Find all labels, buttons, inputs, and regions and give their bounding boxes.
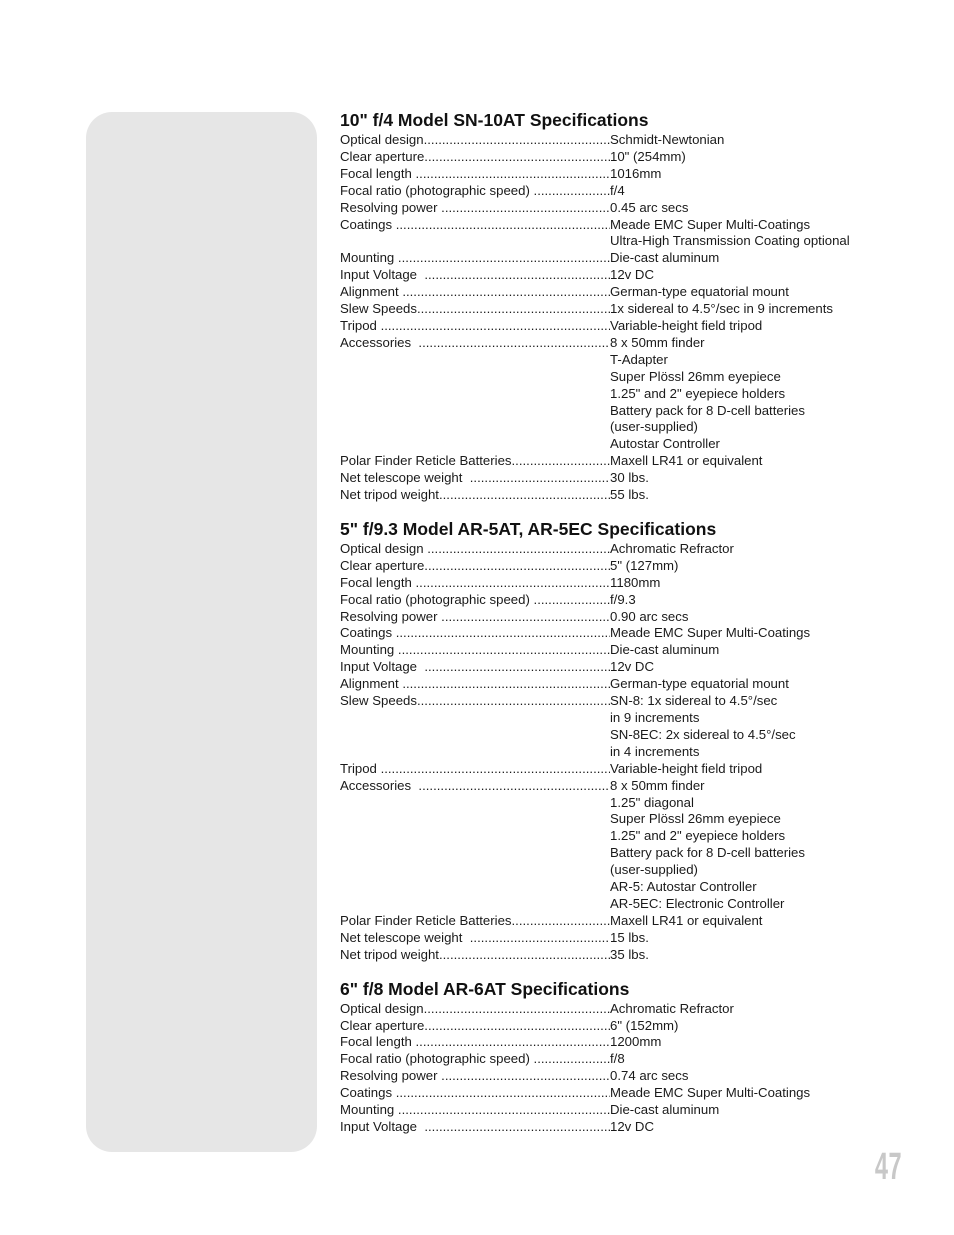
spec-value: 5" (127mm)	[610, 557, 679, 573]
spec-row	[340, 609, 900, 626]
spec-value: Die-cast aluminum	[610, 250, 720, 266]
spec-label-cell	[340, 335, 610, 453]
spec-value: Maxell LR41 or equivalent	[610, 453, 763, 469]
spec-values	[610, 558, 900, 575]
spec-value: Schmidt-Newtonian	[610, 132, 725, 147]
spec-value: Achromatic Refractor	[610, 540, 734, 556]
spec-label: Focal ratio (photographic speed)	[340, 182, 534, 198]
dot-leader	[396, 1085, 610, 1102]
dot-leader	[381, 318, 610, 335]
spec-label-cell	[340, 487, 610, 504]
spec-value: Variable-height field tripod	[610, 760, 763, 776]
spec-label: Tripod	[340, 317, 381, 333]
spec-value: 0.74 arc secs	[610, 1068, 689, 1084]
spec-value: 1200mm	[610, 1034, 662, 1050]
spec-value: T-Adapter	[610, 351, 668, 367]
page-number: 47	[874, 1146, 902, 1188]
spec-row	[340, 947, 900, 964]
spec-label: Tripod	[340, 760, 381, 776]
spec-value: 8 x 50mm finder	[610, 334, 705, 350]
spec-value: in 9 increments	[610, 710, 700, 725]
spec-label-cell	[340, 1018, 610, 1035]
spec-values	[610, 947, 900, 964]
dot-leader	[402, 284, 610, 301]
spec-label-cell	[340, 930, 610, 947]
spec-value: 1180mm	[610, 574, 661, 590]
spec-values	[610, 166, 900, 183]
spec-row	[340, 693, 900, 761]
spec-value: 0.90 arc secs	[610, 608, 689, 624]
dot-leader	[418, 335, 610, 453]
spec-row	[340, 913, 900, 930]
spec-values	[610, 149, 900, 166]
dot-leader	[424, 267, 610, 284]
spec-label: Net tripod weight	[340, 487, 439, 503]
spec-content	[340, 108, 900, 1149]
spec-label: Alignment	[340, 676, 403, 692]
spec-row	[340, 676, 900, 693]
spec-values	[610, 761, 900, 778]
spec-value: 1.25" diagonal	[610, 794, 694, 810]
spec-value: 12v DC	[610, 267, 654, 283]
spec-label: Input Voltage	[340, 1118, 425, 1134]
spec-value: Meade EMC Super Multi-Coatings	[610, 216, 811, 232]
spec-label-cell	[340, 913, 610, 930]
spec-label: Polar Finder Reticle Batteries	[340, 912, 512, 928]
spec-label-cell	[340, 575, 610, 592]
dot-leader	[402, 676, 610, 693]
spec-value: German-type equatorial mount	[610, 284, 789, 300]
spec-row	[340, 1001, 900, 1018]
spec-value: 1016mm	[610, 165, 662, 181]
spec-value: f/9.3	[610, 591, 636, 607]
spec-label-cell	[340, 625, 610, 642]
spec-value: Meade EMC Super Multi-Coatings	[610, 625, 811, 641]
spec-label-cell	[340, 1085, 610, 1102]
spec-label-cell	[340, 200, 610, 217]
spec-label: Focal length	[340, 574, 416, 590]
dot-leader	[512, 453, 610, 470]
spec-values	[610, 301, 900, 318]
spec-section-ar6at	[340, 977, 900, 1136]
spec-row	[340, 301, 900, 318]
dot-leader	[439, 947, 610, 964]
spec-label: Resolving power	[340, 199, 442, 215]
dot-leader	[441, 609, 610, 626]
spec-label-cell	[340, 558, 610, 575]
spec-values	[610, 267, 900, 284]
spec-label: Alignment	[340, 284, 403, 300]
dot-leader	[424, 558, 610, 575]
spec-label-cell	[340, 284, 610, 301]
spec-row	[340, 267, 900, 284]
spec-label-cell	[340, 778, 610, 913]
spec-row	[340, 284, 900, 301]
spec-values	[610, 609, 900, 626]
spec-row	[340, 1068, 900, 1085]
spec-list	[340, 132, 900, 504]
spec-value: 12v DC	[610, 659, 654, 675]
spec-values	[610, 132, 900, 149]
spec-label: Input Voltage	[340, 659, 425, 675]
spec-value: in 4 increments	[610, 743, 700, 759]
spec-label-cell	[340, 1001, 610, 1018]
spec-value: 6" (152mm)	[610, 1017, 679, 1033]
spec-label: Accessories	[340, 334, 419, 350]
spec-row	[340, 642, 900, 659]
spec-value: 0.45 arc secs	[610, 199, 689, 215]
dot-leader	[470, 470, 610, 487]
spec-value: 1.25" and 2" eyepiece holders	[610, 828, 786, 844]
spec-label: Resolving power	[340, 608, 442, 624]
spec-value: Maxell LR41 or equivalent	[610, 912, 763, 928]
spec-label: Accessories	[340, 777, 419, 793]
spec-label-cell	[340, 1068, 610, 1085]
spec-row	[340, 1119, 900, 1136]
spec-row	[340, 761, 900, 778]
spec-value: f/8	[610, 1051, 625, 1067]
spec-values	[610, 778, 900, 913]
spec-values	[610, 183, 900, 200]
dot-leader	[416, 1034, 610, 1051]
spec-label-cell	[340, 761, 610, 778]
spec-section-sn10at	[340, 108, 900, 504]
dot-leader	[398, 642, 610, 659]
dot-leader	[424, 1018, 610, 1035]
spec-label: Slew Speeds	[340, 693, 417, 709]
spec-value: (user-supplied)	[610, 862, 698, 878]
spec-values	[610, 217, 900, 251]
spec-values	[610, 1068, 900, 1085]
spec-label-cell	[340, 1102, 610, 1119]
dot-leader	[512, 913, 610, 930]
dot-leader	[534, 183, 610, 200]
dot-leader	[470, 930, 610, 947]
spec-row	[340, 659, 900, 676]
spec-label: Focal length	[340, 165, 416, 181]
dot-leader	[424, 1119, 610, 1136]
spec-label: Mounting	[340, 1102, 398, 1118]
dot-leader	[398, 250, 610, 267]
spec-values	[610, 1119, 900, 1136]
spec-label: Optical design	[340, 540, 428, 556]
spec-label: Optical design	[340, 1000, 424, 1016]
spec-label-cell	[340, 609, 610, 626]
spec-row	[340, 250, 900, 267]
spec-values	[610, 487, 900, 504]
spec-label-cell	[340, 470, 610, 487]
spec-values	[610, 453, 900, 470]
dot-leader	[424, 659, 610, 676]
spec-label: Net telescope weight	[340, 929, 470, 945]
spec-label: Coatings	[340, 1085, 396, 1101]
spec-value: 35 lbs.	[610, 946, 649, 962]
spec-label-cell	[340, 947, 610, 964]
spec-row	[340, 132, 900, 149]
spec-row	[340, 575, 900, 592]
spec-value: Super Plössl 26mm eyepiece	[610, 368, 781, 384]
spec-label-cell	[340, 541, 610, 558]
spec-value: 10" (254mm)	[610, 148, 686, 164]
spec-row	[340, 487, 900, 504]
spec-label: Net telescope weight	[340, 470, 470, 486]
spec-label-cell	[340, 267, 610, 284]
spec-row	[340, 166, 900, 183]
spec-row	[340, 453, 900, 470]
spec-label-cell	[340, 453, 610, 470]
dot-leader	[398, 1102, 610, 1119]
spec-values	[610, 913, 900, 930]
spec-label: Clear aperture	[340, 1017, 425, 1033]
dot-leader	[417, 693, 610, 761]
spec-value: Super Plössl 26mm eyepiece	[610, 811, 781, 827]
spec-row	[340, 592, 900, 609]
spec-list	[340, 541, 900, 964]
spec-label: Resolving power	[340, 1068, 442, 1084]
spec-row	[340, 318, 900, 335]
spec-label: Clear aperture	[340, 557, 425, 573]
spec-row	[340, 149, 900, 166]
spec-values	[610, 693, 900, 761]
spec-value: Autostar Controller	[610, 436, 720, 452]
spec-label-cell	[340, 149, 610, 166]
spec-label: Input Voltage	[340, 267, 425, 283]
spec-value: German-type equatorial mount	[610, 676, 789, 692]
spec-label: Focal ratio (photographic speed)	[340, 591, 534, 607]
spec-label: Net tripod weight	[340, 946, 439, 962]
spec-value: Battery pack for 8 D-cell batteries	[610, 845, 805, 861]
dot-leader	[441, 1068, 610, 1085]
spec-label: Mounting	[340, 642, 398, 658]
spec-label: Coatings	[340, 216, 396, 232]
spec-label-cell	[340, 1034, 610, 1051]
spec-values	[610, 592, 900, 609]
spec-label-cell	[340, 642, 610, 659]
spec-row	[340, 930, 900, 947]
spec-label-cell	[340, 592, 610, 609]
section-title: 6" f/8 Model AR-6AT Specifications	[340, 978, 630, 999]
spec-value: Meade EMC Super Multi-Coatings	[610, 1085, 811, 1101]
section-title: 5" f/9.3 Model AR-5AT, AR-5EC Specifications	[340, 518, 717, 539]
dot-leader	[396, 217, 610, 251]
spec-value: Die-cast aluminum	[610, 642, 720, 658]
spec-values	[610, 470, 900, 487]
spec-label-cell	[340, 659, 610, 676]
dot-leader	[427, 541, 610, 558]
spec-value: 55 lbs.	[610, 487, 649, 503]
spec-values	[610, 318, 900, 335]
dot-leader	[416, 575, 610, 592]
spec-values	[610, 200, 900, 217]
dot-leader	[418, 778, 610, 913]
spec-section-ar5at	[340, 517, 900, 964]
spec-row	[340, 778, 900, 913]
spec-label-cell	[340, 217, 610, 251]
spec-values	[610, 625, 900, 642]
spec-value: 1.25" and 2" eyepiece holders	[610, 385, 786, 401]
dot-leader	[424, 132, 610, 149]
spec-values	[610, 642, 900, 659]
spec-values	[610, 250, 900, 267]
dot-leader	[396, 625, 610, 642]
spec-label-cell	[340, 132, 610, 149]
spec-label: Optical design	[340, 132, 424, 147]
dot-leader	[534, 1051, 610, 1068]
spec-row	[340, 1051, 900, 1068]
spec-label-cell	[340, 676, 610, 693]
spec-row	[340, 1018, 900, 1035]
spec-label-cell	[340, 166, 610, 183]
spec-values	[610, 1018, 900, 1035]
spec-row	[340, 470, 900, 487]
spec-row	[340, 558, 900, 575]
spec-row	[340, 217, 900, 251]
spec-row	[340, 183, 900, 200]
spec-values	[610, 541, 900, 558]
spec-row	[340, 1034, 900, 1051]
spec-value: 1x sidereal to 4.5°/sec in 9 increments	[610, 301, 833, 317]
spec-value: SN-8: 1x sidereal to 4.5°/sec	[610, 693, 778, 709]
spec-value: Ultra-High Transmission Coating optional	[610, 233, 850, 249]
spec-label: Mounting	[340, 250, 398, 266]
spec-row	[340, 335, 900, 453]
spec-value: SN-8EC: 2x sidereal to 4.5°/sec	[610, 726, 796, 742]
spec-row	[340, 1085, 900, 1102]
spec-value: AR-5: Autostar Controller	[610, 879, 757, 895]
dot-leader	[424, 1001, 610, 1018]
spec-row	[340, 541, 900, 558]
spec-label-cell	[340, 693, 610, 761]
spec-value: Achromatic Refractor	[610, 1000, 734, 1016]
dot-leader	[381, 761, 610, 778]
dot-leader	[534, 592, 610, 609]
spec-label: Focal ratio (photographic speed)	[340, 1051, 534, 1067]
section-title: 10" f/4 Model SN-10AT Specifications	[340, 110, 649, 130]
spec-values	[610, 284, 900, 301]
spec-value: Die-cast aluminum	[610, 1102, 720, 1118]
spec-label: Clear aperture	[340, 148, 425, 164]
dot-leader	[417, 301, 610, 318]
spec-value: f/4	[610, 182, 625, 198]
spec-label: Slew Speeds	[340, 301, 417, 317]
side-panel	[86, 112, 317, 1152]
spec-value: AR-5EC: Electronic Controller	[610, 895, 785, 911]
spec-label-cell	[340, 1051, 610, 1068]
spec-row	[340, 625, 900, 642]
spec-values	[610, 1051, 900, 1068]
spec-values	[610, 575, 900, 592]
spec-values	[610, 676, 900, 693]
spec-value: Battery pack for 8 D-cell batteries	[610, 402, 805, 418]
spec-values	[610, 1001, 900, 1018]
spec-value: 8 x 50mm finder	[610, 777, 705, 793]
spec-values	[610, 930, 900, 947]
spec-label-cell	[340, 301, 610, 318]
spec-value: (user-supplied)	[610, 419, 698, 435]
spec-value: 12v DC	[610, 1118, 654, 1134]
spec-row	[340, 200, 900, 217]
spec-values	[610, 335, 900, 453]
dot-leader	[439, 487, 610, 504]
spec-values	[610, 1034, 900, 1051]
spec-values	[610, 659, 900, 676]
dot-leader	[441, 200, 610, 217]
spec-label: Polar Finder Reticle Batteries	[340, 453, 512, 469]
spec-label-cell	[340, 318, 610, 335]
spec-value: 15 lbs.	[610, 929, 649, 945]
spec-values	[610, 1085, 900, 1102]
spec-label-cell	[340, 250, 610, 267]
spec-label: Coatings	[340, 625, 396, 641]
spec-values	[610, 1102, 900, 1119]
spec-list	[340, 1001, 900, 1136]
spec-label-cell	[340, 1119, 610, 1136]
dot-leader	[424, 149, 610, 166]
dot-leader	[416, 166, 610, 183]
spec-value: 30 lbs.	[610, 470, 649, 486]
spec-row	[340, 1102, 900, 1119]
spec-label: Focal length	[340, 1034, 416, 1050]
spec-value: Variable-height field tripod	[610, 317, 763, 333]
spec-label-cell	[340, 183, 610, 200]
